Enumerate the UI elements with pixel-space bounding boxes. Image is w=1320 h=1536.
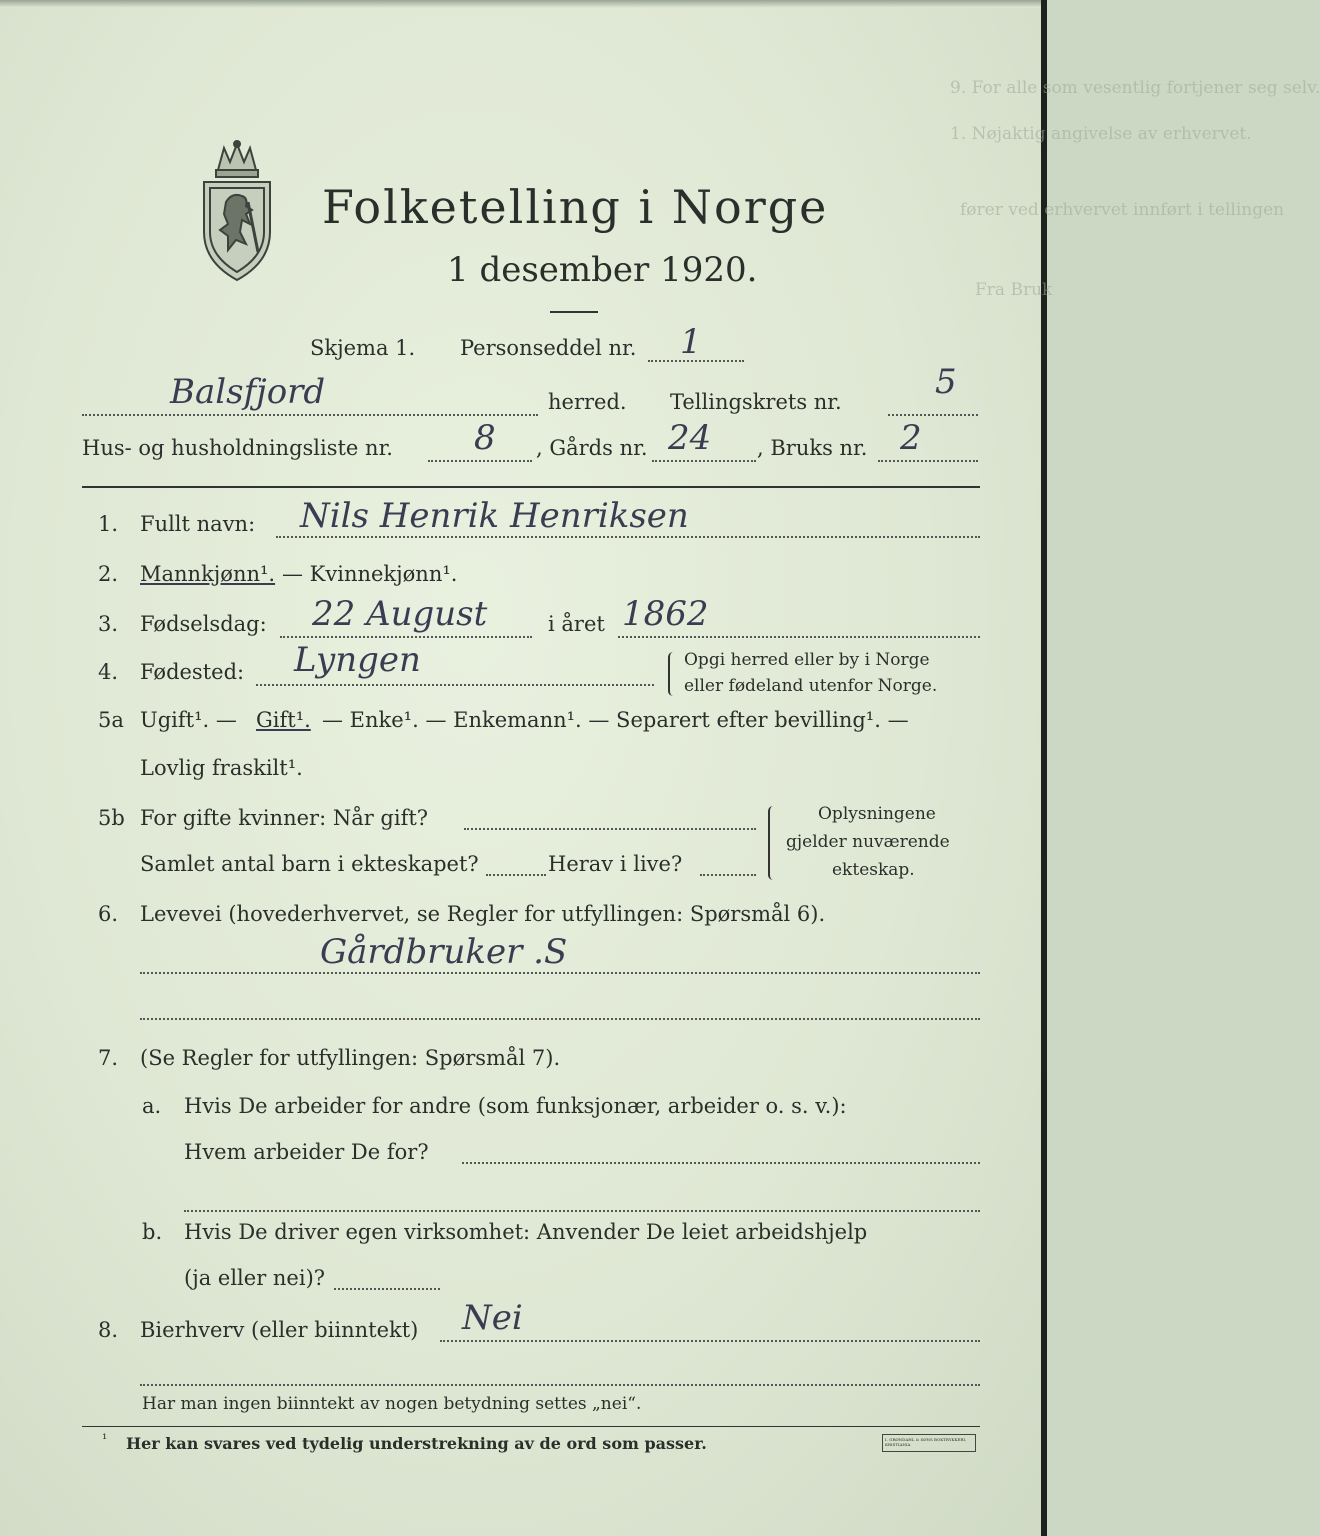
q3-value: 22 August xyxy=(312,594,488,634)
q5a-number: 5a xyxy=(98,708,124,732)
herred-value: Balsfjord xyxy=(170,372,326,412)
q7b-line xyxy=(334,1288,440,1290)
herred-line xyxy=(82,414,538,416)
bruks-value: 2 xyxy=(900,418,922,458)
q6-number: 6. xyxy=(98,902,119,926)
q5a-option-ugift: Ugift¹. — xyxy=(140,708,237,732)
q5b-children-line xyxy=(486,874,546,876)
q7a-label-2: Hvem arbeider De for? xyxy=(184,1140,429,1164)
bruks-line xyxy=(878,460,978,462)
q8-label: Bierhverv (eller biinntekt) xyxy=(140,1318,419,1342)
q3-number: 3. xyxy=(98,612,119,636)
footer-divider xyxy=(82,1426,980,1427)
scan-top-edge xyxy=(0,0,1047,8)
q5a-option-gift: Gift¹. xyxy=(256,708,311,732)
bleed-text: fører ved erhvervet innført i tellingen xyxy=(960,200,1285,220)
q6-value: Gårdbruker .S xyxy=(320,932,568,972)
q8-line-1 xyxy=(440,1340,980,1342)
q5b-note-line-1: Oplysningene xyxy=(818,804,936,824)
q4-line xyxy=(256,684,654,686)
printer-stamp-text: I. GRØNDAHL & SØNS BOKTRYKKERI, KRISTIANIA xyxy=(885,1437,967,1447)
gards-value: 24 xyxy=(668,418,712,458)
q1-value: Nils Henrik Henriksen xyxy=(300,496,689,536)
q2-male-option: Mannkjønn¹. xyxy=(140,562,276,586)
q7a-line-1 xyxy=(462,1162,980,1164)
q5b-label-children: Samlet antal barn i ekteskapet? xyxy=(140,852,479,876)
q4-label: Fødested: xyxy=(140,660,245,684)
husliste-line xyxy=(428,460,532,462)
printer-stamp xyxy=(882,1434,976,1452)
q5b-label-alive: Herav i live? xyxy=(548,852,683,876)
schema-label: Skjema 1. xyxy=(310,336,416,360)
scan-right-edge xyxy=(1041,0,1047,1536)
q4-value: Lyngen xyxy=(294,640,421,680)
census-date: 1 desember 1920. xyxy=(447,250,758,290)
q1-label: Fullt navn: xyxy=(140,512,256,536)
husliste-label: Hus- og husholdningsliste nr. xyxy=(82,436,393,460)
q3-line xyxy=(280,636,532,638)
q7b-label-2: (ja eller nei)? xyxy=(184,1266,326,1290)
q7b-label: Hvis De driver egen virksomhet: Anvender De leiet arbeidshjelp xyxy=(184,1220,868,1244)
q4-note-line-2: eller fødeland utenfor Norge. xyxy=(684,676,938,696)
q7a-line-2 xyxy=(184,1210,980,1212)
title-divider xyxy=(550,311,598,313)
personseddel-value: 1 xyxy=(680,322,702,362)
q2-number: 2. xyxy=(98,562,119,586)
page-title: Folketelling i Norge xyxy=(322,180,829,234)
husliste-value: 8 xyxy=(474,418,496,458)
personseddel-label: Personseddel nr. xyxy=(460,336,637,360)
q7-number: 7. xyxy=(98,1046,119,1070)
q1-line xyxy=(276,536,980,538)
norwegian-coat-of-arms-icon xyxy=(196,140,278,282)
q4-note-line-1: Opgi herred eller by i Norge xyxy=(684,650,930,670)
q8-value: Nei xyxy=(462,1298,523,1338)
q5b-brace xyxy=(768,806,778,880)
footer-note: Har man ingen biinntekt av nogen betydning settes „nei“. xyxy=(142,1394,642,1414)
q7a-label: Hvis De arbeider for andre (som funksjonær, arbeider o. s. v.): xyxy=(184,1094,847,1118)
header-divider xyxy=(82,486,980,488)
q5a-options-rest: — Enke¹. — Enkemann¹. — Separert efter bevilling¹. — xyxy=(322,708,909,732)
q4-brace xyxy=(668,652,678,696)
bleed-text: Fra Bruk xyxy=(975,280,1053,300)
q6-line-2 xyxy=(140,1018,980,1020)
footnote-mark: ¹ xyxy=(102,1432,108,1447)
q5b-note-line-3: ekteskap. xyxy=(832,860,915,880)
q3-year-value: 1862 xyxy=(622,594,709,634)
q3-year-label: i året xyxy=(548,612,605,636)
q1-number: 1. xyxy=(98,512,119,536)
q3-label: Fødselsdag: xyxy=(140,612,267,636)
herred-label: herred. xyxy=(548,390,627,414)
gards-line xyxy=(652,460,756,462)
q7-label: (Se Regler for utfyllingen: Spørsmål 7). xyxy=(140,1046,561,1070)
bleed-text: 9. For alle som vesentlig fortjener seg selv. xyxy=(950,78,1320,98)
q7a-letter: a. xyxy=(142,1094,162,1118)
footnote-text: Her kan svares ved tydelig understrekning av de ord som passer. xyxy=(126,1434,707,1453)
q5b-alive-line xyxy=(700,874,756,876)
q5b-label-married: For gifte kvinner: Når gift? xyxy=(140,806,429,830)
q5b-note-line-2: gjelder nuværende xyxy=(786,832,950,852)
tellingskrets-value: 5 xyxy=(935,362,957,402)
bleed-text: 1. Nøjaktig angivelse av erhvervet. xyxy=(950,124,1252,144)
q5b-number: 5b xyxy=(98,806,125,830)
q6-line-1 xyxy=(140,972,980,974)
q6-label: Levevei (hovederhvervet, se Regler for utfyllingen: Spørsmål 6). xyxy=(140,902,826,926)
q8-line-2 xyxy=(140,1384,980,1386)
q7b-letter: b. xyxy=(142,1220,163,1244)
q4-number: 4. xyxy=(98,660,119,684)
tellingskrets-line xyxy=(888,414,978,416)
tellingskrets-label: Tellingskrets nr. xyxy=(670,390,842,414)
q3-year-line xyxy=(618,636,980,638)
q8-number: 8. xyxy=(98,1318,119,1342)
q5b-married-line xyxy=(464,828,756,830)
bruks-label: , Bruks nr. xyxy=(757,436,868,460)
q5a-option-fraskilt: Lovlig fraskilt¹. xyxy=(140,756,303,780)
q2-female-option: — Kvinnekjønn¹. xyxy=(282,562,458,586)
gards-label: , Gårds nr. xyxy=(536,436,648,460)
